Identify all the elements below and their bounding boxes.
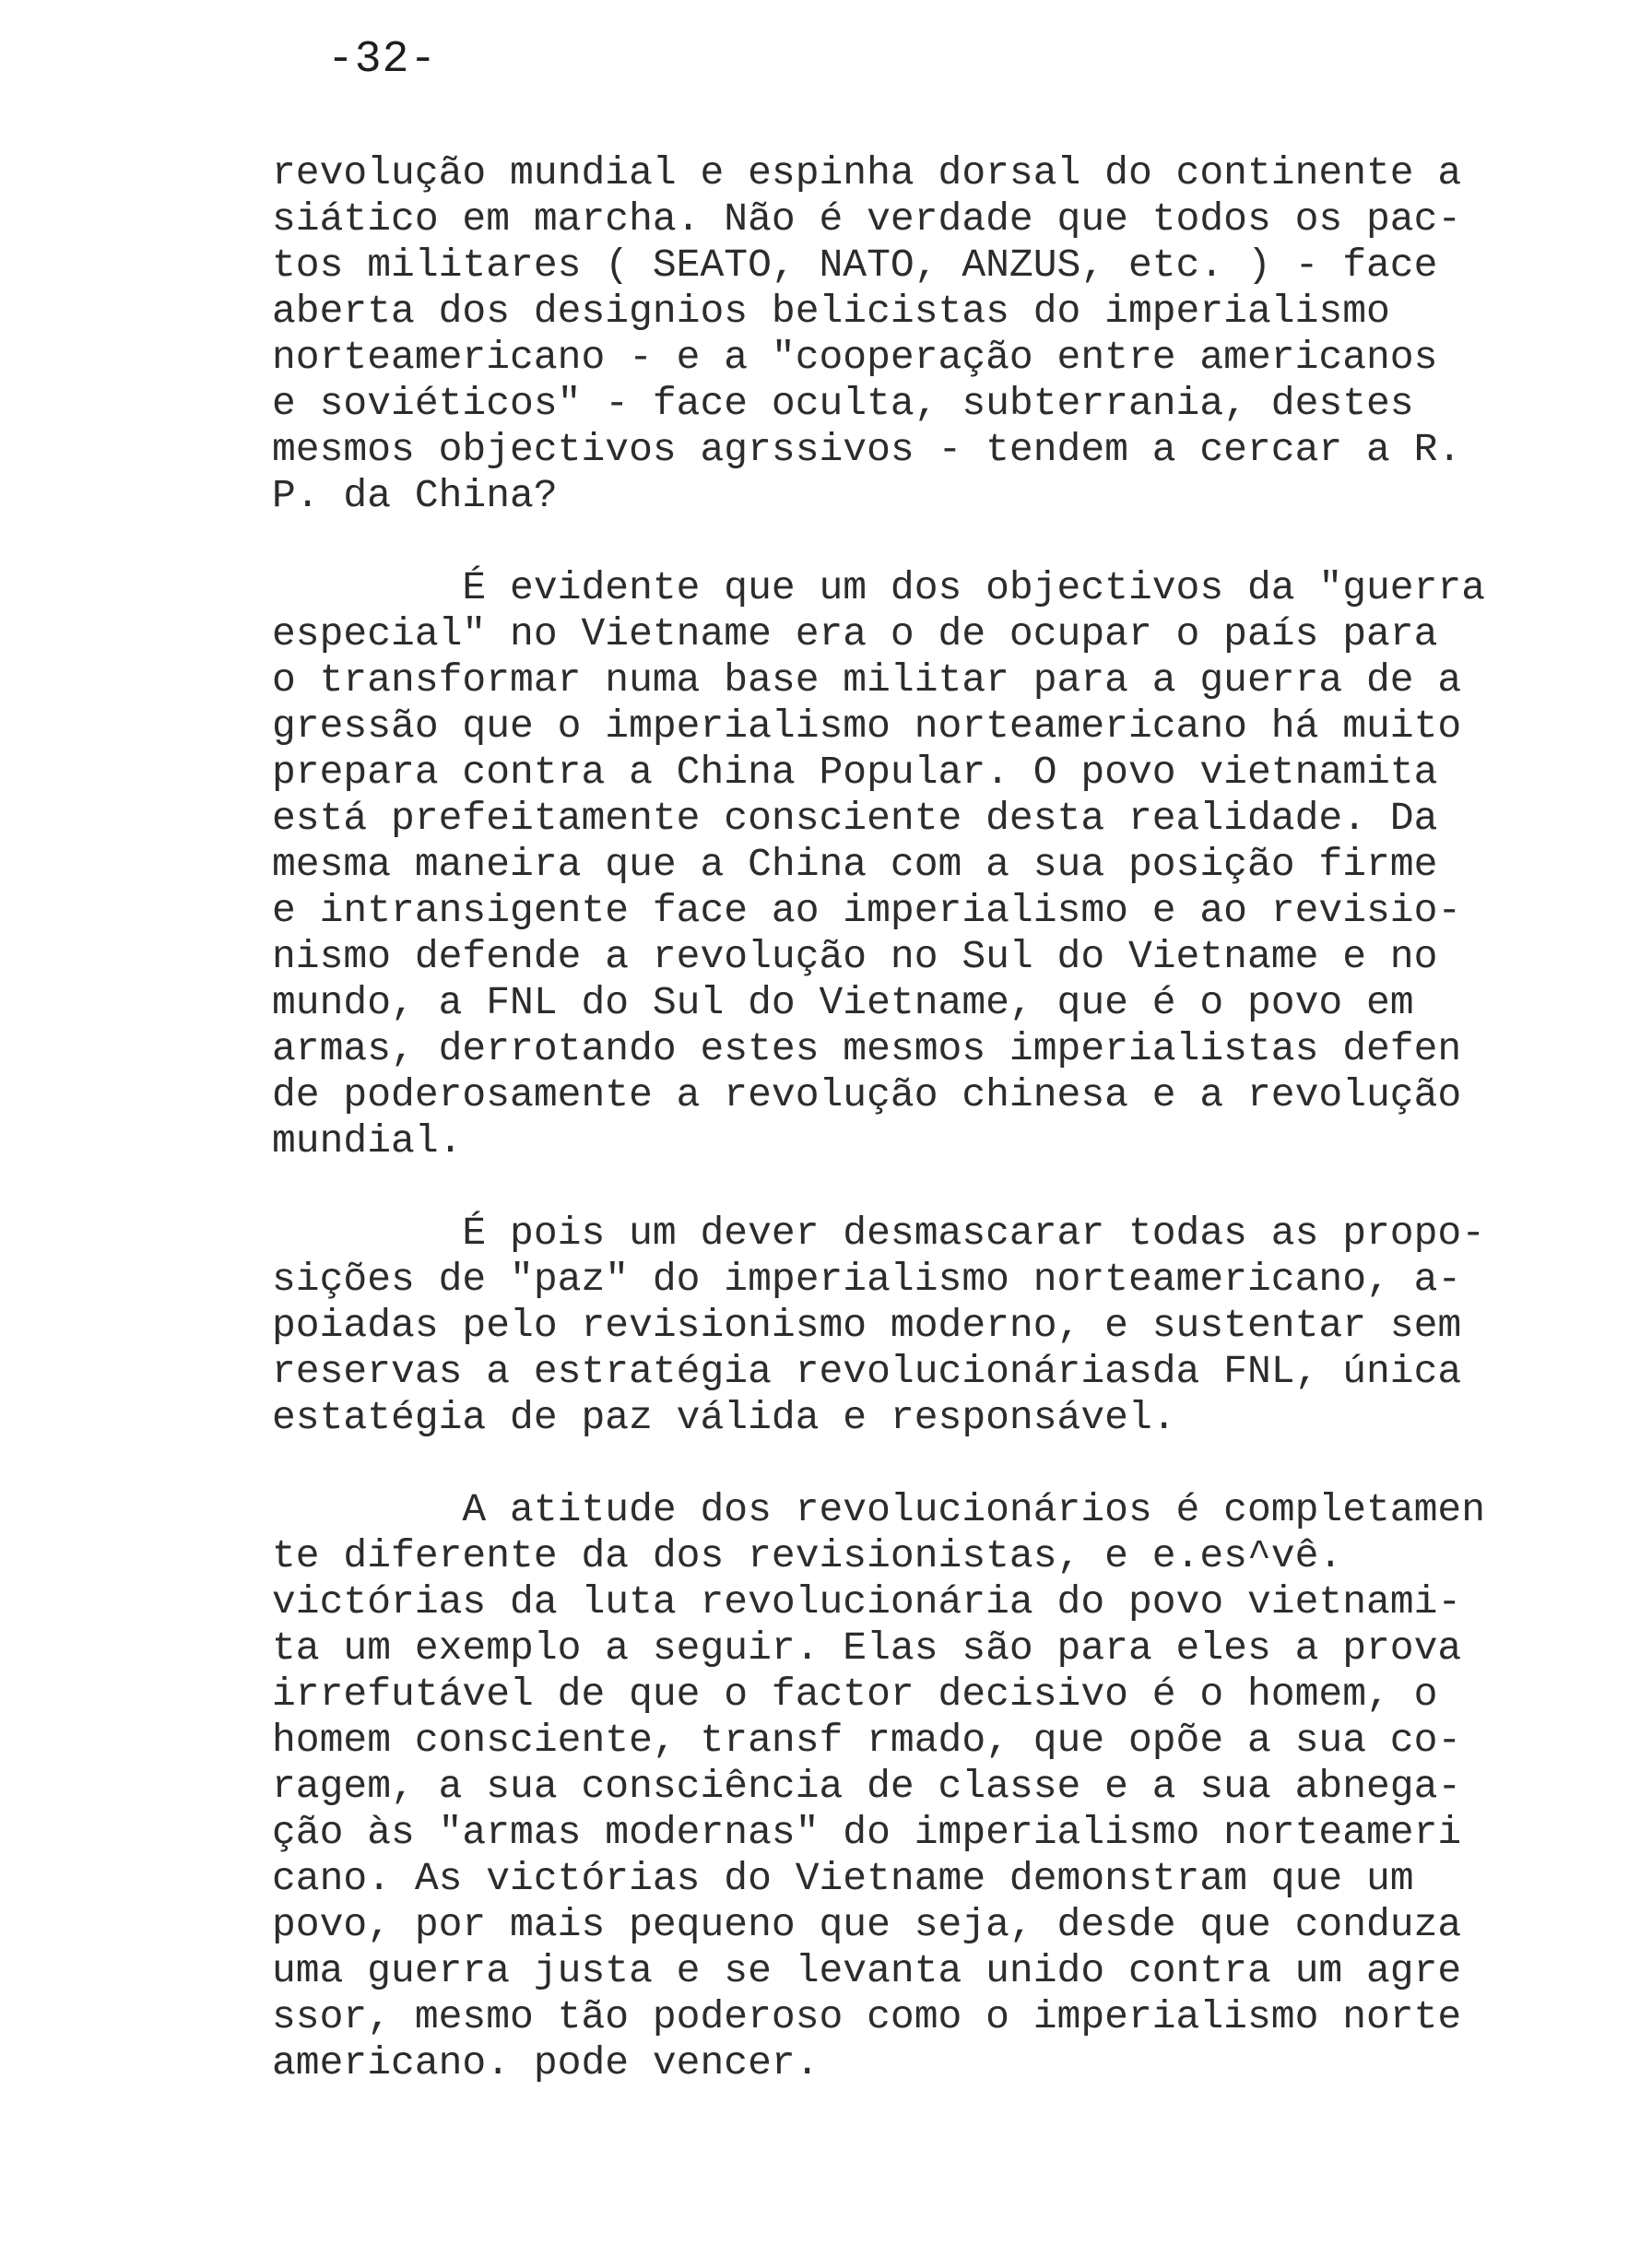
text-line: irrefutável de que o factor decisivo é o homem, o: [272, 1671, 1438, 1717]
text-line: mesma maneira que a China com a sua posição firme: [272, 842, 1438, 887]
text-line: estatégia de paz válida e responsável.: [272, 1395, 1176, 1440]
text-line: te diferente da dos revisionistas, e e.es^vê.: [272, 1533, 1343, 1578]
text-line: A atitude dos revolucionários é completamen: [272, 1487, 1486, 1532]
text-line: gressão que o imperialismo norteamericano há muito: [272, 703, 1462, 749]
text-line: revolução mundial e espinha dorsal do continente a: [272, 150, 1462, 195]
page-number: -32-: [327, 35, 438, 85]
text-line: norteamericano - e a "cooperação entre americanos: [272, 335, 1438, 380]
text-line: sições de "paz" do imperialismo norteamericano, a-: [272, 1257, 1462, 1302]
text-line: americano. pode vencer.: [272, 2040, 820, 2085]
text-line: ção às "armas modernas" do imperialismo norteameri: [272, 1810, 1462, 1855]
text-line: victórias da luta revolucionária do povo vietnami-: [272, 1579, 1462, 1624]
text-line: É evidente que um dos objectivos da "guerra: [272, 565, 1486, 610]
text-line: homem consciente, transf rmado, que opõe a sua co-: [272, 1718, 1462, 1763]
text-line: ragem, a sua consciência de classe e a sua abnega-: [272, 1764, 1462, 1809]
text-line: cano. As victórias do Vietname demonstram que um: [272, 1856, 1414, 1901]
text-line: de poderosamente a revolução chinesa e a revolução: [272, 1072, 1462, 1117]
text-line: prepara contra a China Popular. O povo vietnamita: [272, 750, 1438, 795]
text-line: tos militares ( SEATO, NATO, ANZUS, etc. ) - face: [272, 242, 1438, 288]
text-line: povo, por mais pequeno que seja, desde que conduza: [272, 1902, 1462, 1947]
text-line: mesmos objectivos agrssivos - tendem a cercar a R.: [272, 427, 1462, 472]
text-line: e intransigente face ao imperialismo e ao revisio-: [272, 888, 1462, 933]
text-line: ta um exemplo a seguir. Elas são para eles a prova: [272, 1625, 1462, 1671]
text-line: e soviéticos" - face oculta, subterrania, destes: [272, 381, 1414, 426]
text-line: siático em marcha. Não é verdade que todos os pac-: [272, 196, 1462, 242]
text-line: mundial.: [272, 1118, 463, 1164]
text-line: mundo, a FNL do Sul do Vietname, que é o povo em: [272, 980, 1414, 1025]
text-line: P. da China?: [272, 473, 558, 518]
text-line: nismo defende a revolução no Sul do Vietname e no: [272, 934, 1438, 979]
text-line: está prefeitamente consciente desta realidade. Da: [272, 796, 1438, 841]
text-line: ssor, mesmo tão poderoso como o imperialismo norte: [272, 1994, 1462, 2039]
text-line: poiadas pelo revisionismo moderno, e sustentar sem: [272, 1303, 1462, 1348]
text-line: É pois um dever desmascarar todas as propo-: [272, 1211, 1486, 1256]
text-line: reservas a estratégia revolucionáriasda FNL, única: [272, 1349, 1462, 1394]
text-line: uma guerra justa e se levanta unido contra um agre: [272, 1948, 1462, 1993]
text-line: especial" no Vietname era o de ocupar o país para: [272, 611, 1438, 656]
text-line: armas, derrotando estes mesmos imperialistas defen: [272, 1026, 1462, 1071]
text-line: aberta dos designios belicistas do imperialismo: [272, 289, 1390, 334]
text-line: o transformar numa base militar para a guerra de a: [272, 657, 1462, 703]
